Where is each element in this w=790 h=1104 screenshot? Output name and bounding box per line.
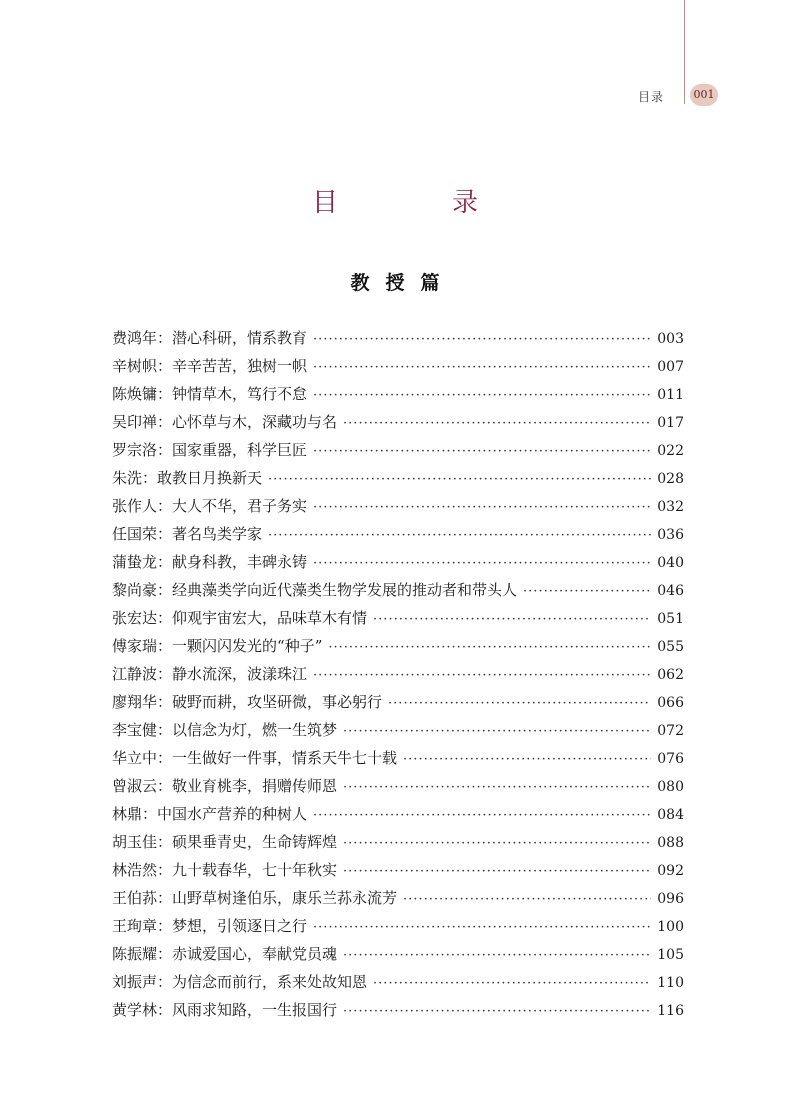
toc-entry-colon: ： <box>157 721 173 739</box>
toc-entry-page: 088 <box>657 835 684 851</box>
toc-entry-page: 046 <box>657 583 684 599</box>
toc-entry-page: 066 <box>657 695 684 711</box>
toc-entry-title: 敢教日月换新天 <box>157 469 263 487</box>
toc-entry-title: 献身科教，丰碑永铸 <box>172 553 308 571</box>
toc-list <box>112 324 684 1024</box>
toc-entry-colon: ： <box>157 777 173 795</box>
toc-entry-page: 076 <box>657 751 684 767</box>
toc-entry[interactable] <box>112 800 684 828</box>
toc-entry[interactable] <box>112 464 684 492</box>
leader-dots <box>373 970 651 998</box>
toc-entry-page: 040 <box>657 555 684 571</box>
toc-entry-page: 032 <box>657 499 684 515</box>
toc-entry-colon: ： <box>157 833 173 851</box>
toc-entry-colon: ： <box>157 525 173 543</box>
toc-entry-title: 心怀草与木，深藏功与名 <box>172 413 338 431</box>
toc-entry-page: 017 <box>657 415 684 431</box>
toc-entry-colon: ： <box>157 441 173 459</box>
toc-entry-page: 062 <box>657 667 684 683</box>
toc-entry-colon: ： <box>157 889 173 907</box>
leader-dots <box>343 830 651 858</box>
toc-entry-page: 051 <box>657 611 684 627</box>
toc-entry-colon: ： <box>157 973 173 991</box>
leader-dots <box>268 466 651 494</box>
leader-dots <box>313 326 651 354</box>
toc-entry-title: 梦想，引领逐日之行 <box>172 917 308 935</box>
toc-entry-page: 007 <box>657 359 684 375</box>
toc-entry[interactable] <box>112 520 684 548</box>
toc-entry-title: 为信念而前行，系来处故知恩 <box>172 973 368 991</box>
toc-entry-page: 110 <box>657 975 684 991</box>
toc-entry-colon: ： <box>157 609 173 627</box>
toc-entry-name: 林浩然 <box>112 861 158 879</box>
toc-entry-colon: ： <box>157 1001 173 1019</box>
toc-entry[interactable] <box>112 492 684 520</box>
leader-dots <box>313 354 651 382</box>
toc-entry[interactable] <box>112 576 684 604</box>
leader-dots <box>343 998 651 1026</box>
toc-entry-name: 林鼎 <box>112 805 143 823</box>
toc-entry-title: 硕果垂青史，生命铸辉煌 <box>172 833 338 851</box>
toc-entry-name: 黎尚豪 <box>112 581 158 599</box>
toc-entry-title: 著名鸟类学家 <box>172 525 263 543</box>
toc-entry-colon: ： <box>142 805 158 823</box>
leader-dots <box>313 662 651 690</box>
toc-entry-colon: ： <box>157 553 173 571</box>
toc-entry[interactable] <box>112 324 684 352</box>
toc-entry[interactable] <box>112 548 684 576</box>
toc-entry-name: 江静波 <box>112 665 158 683</box>
toc-entry-name: 吴印禅 <box>112 413 158 431</box>
toc-entry-title: 一颗闪闪发光的“种子” <box>172 637 323 655</box>
toc-entry-page: 096 <box>657 891 684 907</box>
leader-dots <box>313 438 651 466</box>
toc-entry-title: 九十载春华，七十年秋实 <box>172 861 338 879</box>
toc-entry-colon: ： <box>157 693 173 711</box>
leader-dots <box>328 634 651 662</box>
toc-entry-title: 大人不华，君子务实 <box>172 497 308 515</box>
toc-entry-title: 辛辛苦苦，独树一帜 <box>172 357 308 375</box>
toc-entry-name: 傅家瑞 <box>112 637 158 655</box>
toc-entry-name: 黄学林 <box>112 1001 158 1019</box>
toc-entry-colon: ： <box>157 581 173 599</box>
toc-entry-page: 011 <box>657 387 684 403</box>
toc-entry-title: 静水流深，波漾珠江 <box>172 665 308 683</box>
toc-entry-name: 蒲蛰龙 <box>112 553 158 571</box>
toc-entry-page: 080 <box>657 779 684 795</box>
toc-entry[interactable] <box>112 716 684 744</box>
toc-entry-name: 陈焕镛 <box>112 385 158 403</box>
toc-entry-page: 116 <box>657 1003 684 1019</box>
toc-entry-colon: ： <box>157 385 173 403</box>
leader-dots <box>343 774 651 802</box>
page-number-badge: 001 <box>690 84 718 106</box>
toc-entry-page: 092 <box>657 863 684 879</box>
leader-dots <box>403 746 651 774</box>
toc-entry-title: 风雨求知路，一生报国行 <box>172 1001 338 1019</box>
toc-entry[interactable] <box>112 996 684 1024</box>
leader-dots <box>343 858 651 886</box>
toc-entry-page: 022 <box>657 443 684 459</box>
toc-entry-title: 赤诚爱国心，奉献党员魂 <box>172 945 338 963</box>
toc-entry-colon: ： <box>157 413 173 431</box>
toc-entry[interactable] <box>112 660 684 688</box>
toc-entry-name: 华立中 <box>112 749 158 767</box>
toc-entry-title: 国家重器，科学巨匠 <box>172 441 308 459</box>
toc-entry-colon: ： <box>157 665 173 683</box>
toc-entry-page: 055 <box>657 639 684 655</box>
toc-entry[interactable] <box>112 968 684 996</box>
toc-entry[interactable] <box>112 408 684 436</box>
toc-entry-name: 陈振耀 <box>112 945 158 963</box>
toc-entry-colon: ： <box>142 469 158 487</box>
toc-entry[interactable] <box>112 940 684 968</box>
toc-entry-page: 072 <box>657 723 684 739</box>
toc-entry-name: 胡玉佳 <box>112 833 158 851</box>
toc-entry-page: 105 <box>657 947 684 963</box>
leader-dots <box>373 606 651 634</box>
toc-entry-colon: ： <box>157 357 173 375</box>
toc-entry-colon: ： <box>157 497 173 515</box>
toc-entry-title: 仰观宇宙宏大，品味草木有情 <box>172 609 368 627</box>
toc-entry-title: 破野而耕，攻坚研微，事必躬行 <box>172 693 383 711</box>
leader-dots <box>313 494 651 522</box>
toc-entry-page: 084 <box>657 807 684 823</box>
leader-dots <box>313 914 651 942</box>
toc-entry-colon: ： <box>157 945 173 963</box>
toc-entry-colon: ： <box>157 637 173 655</box>
toc-entry-name: 张宏达 <box>112 609 158 627</box>
toc-entry-title: 潜心科研，情系教育 <box>172 329 308 347</box>
toc-entry-page: 100 <box>657 919 684 935</box>
leader-dots <box>343 410 651 438</box>
toc-entry-colon: ： <box>157 917 173 935</box>
toc-entry-colon: ： <box>157 749 173 767</box>
toc-entry-title: 经典藻类学向近代藻类生物学发展的推动者和带头人 <box>172 581 518 599</box>
toc-entry-name: 任国荣 <box>112 525 158 543</box>
toc-entry-name: 王珣章 <box>112 917 158 935</box>
toc-entry-name: 廖翔华 <box>112 693 158 711</box>
leader-dots <box>343 942 651 970</box>
toc-entry[interactable] <box>112 352 684 380</box>
toc-entry[interactable] <box>112 828 684 856</box>
toc-entry[interactable] <box>112 744 684 772</box>
toc-entry-name: 罗宗洛 <box>112 441 158 459</box>
toc-entry[interactable] <box>112 380 684 408</box>
toc-entry-name: 曾淑云 <box>112 777 158 795</box>
toc-entry-name: 朱洗 <box>112 469 143 487</box>
leader-dots <box>313 802 651 830</box>
toc-entry-name: 费鸿年 <box>112 329 158 347</box>
leader-dots <box>403 886 651 914</box>
toc-entry-colon: ： <box>157 329 173 347</box>
toc-entry-title: 以信念为灯，燃一生筑梦 <box>172 721 338 739</box>
toc-entry-title: 敬业育桃李，捐赠传师恩 <box>172 777 338 795</box>
toc-entry[interactable] <box>112 604 684 632</box>
toc-entry-name: 张作人 <box>112 497 158 515</box>
toc-entry[interactable] <box>112 632 684 660</box>
leader-dots <box>343 718 651 746</box>
toc-entry-colon: ： <box>157 861 173 879</box>
toc-entry-name: 辛树帜 <box>112 357 158 375</box>
page-title: 目 录 <box>311 188 522 218</box>
toc-entry[interactable] <box>112 856 684 884</box>
leader-dots <box>388 690 651 718</box>
header-rule <box>684 0 685 104</box>
toc-entry-name: 刘振声 <box>112 973 158 991</box>
leader-dots <box>523 578 651 606</box>
toc-entry[interactable] <box>112 772 684 800</box>
toc-entry[interactable] <box>112 688 684 716</box>
running-head: 目录 <box>637 90 664 104</box>
leader-dots <box>313 550 651 578</box>
toc-entry-title: 钟情草木，笃行不怠 <box>172 385 308 403</box>
toc-entry-title: 一生做好一件事，情系天牛七十载 <box>172 749 398 767</box>
toc-entry[interactable] <box>112 884 684 912</box>
toc-entry-name: 李宝健 <box>112 721 158 739</box>
toc-entry-page: 036 <box>657 527 684 543</box>
leader-dots <box>313 382 651 410</box>
section-title: 教授篇 <box>350 272 456 294</box>
toc-entry-name: 王伯荪 <box>112 889 158 907</box>
toc-entry-page: 003 <box>657 331 684 347</box>
toc-entry-page: 028 <box>657 471 684 487</box>
toc-entry-title: 山野草树逢伯乐，康乐兰荪永流芳 <box>172 889 398 907</box>
toc-entry[interactable] <box>112 912 684 940</box>
toc-entry[interactable] <box>112 436 684 464</box>
leader-dots <box>268 522 651 550</box>
toc-entry-title: 中国水产营养的种树人 <box>157 805 308 823</box>
